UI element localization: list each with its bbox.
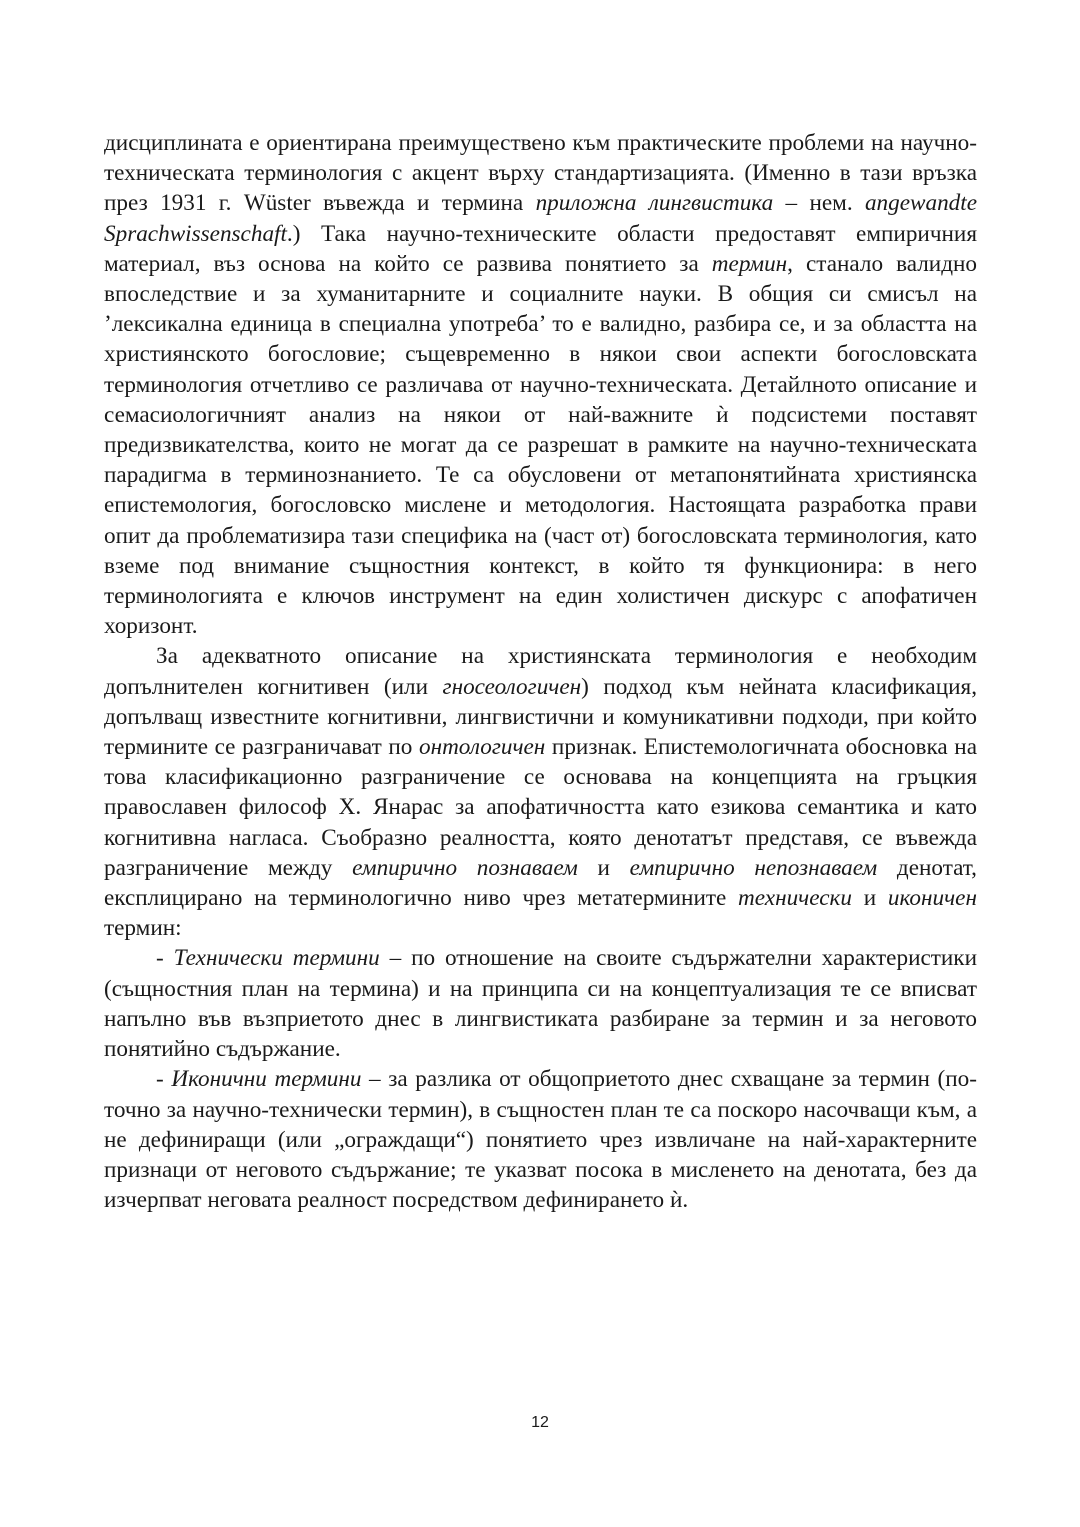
italic-term: термин — [711, 250, 788, 277]
text-run: За адекватното описание на християнската терминология е необходим допълнителен когнитивен (или — [104, 643, 977, 700]
paragraph — [104, 943, 977, 1064]
italic-term: емпирично познаваем — [352, 854, 578, 881]
text-run: – за разлика от общоприетото днес схващане за термин (по-точно за научно-технически термин), в същностен план те са поскоро насочващи към, а не дефиниращи (или „ограждащи“) понятието чрез извличане на най-характерните признаци от неговото съдържание; те указват посока в мисленето на денотата, без да изчерпват неговата реалност посредством дефинирането ѝ. — [104, 1066, 977, 1214]
page-number: 12 — [531, 1414, 549, 1431]
text-run: – нем. — [773, 190, 865, 217]
italic-term: приложна лингвистика — [535, 190, 774, 217]
text-run: – по отношение на своите съдържателни характеристики (същностния план на термина) и на принципа си на концептуализация те се вписват напълно във възприетото днес в лингвистиката разбиране за термин и за неговото понятийно съдържание. — [104, 945, 977, 1063]
document-body — [104, 128, 977, 1215]
text-run: и — [577, 854, 630, 881]
paragraph — [104, 641, 977, 943]
paragraph — [104, 128, 977, 641]
paragraph — [104, 1064, 977, 1215]
text-run: .) Така научно-техническите области предоставят емпиричния материал, въз основа на който се развива понятието за — [104, 220, 977, 277]
text-run: денотат, експлицирано на терминологично ниво чрез метатерминитe — [104, 854, 977, 912]
text-run: термин: — [104, 915, 182, 942]
text-run: и — [851, 885, 888, 912]
text-run: , станало валидно впоследствие и за хуманитарните и социалните науки. В общия си смисъл на ’лексикална единица в специална употреба’ то е валидно, разбира се, и за областта на християнското богословие; същевременно в някои свои аспекти богословската терминология отчетливо се различава от научно-техническата. Детайлното описание и семасиологичният анализ на някои от най-важните ѝ подсистеми поставят предизвикателства, които не могат да се разрешат в рамките на научно-техническата парадигма в терминознанието. Те са обусловени от метапонятийната християнска епистемология, богословско мислене и методология. Настоящата разработка прави опит да проблематизира тази специфика на (част от) богословската терминология, като вземе под внимание същностния контекст, в който тя функционира: в него терминологията е ключов инструмент на един холистичен дискурс с апофатичен хоризонт. — [104, 250, 977, 640]
text-run: признак. Епистемологичната обосновка на това класификационно разграничение се основава на концепцията на гръцкия православен философ Х. Янарас за апофатичността като езикова семантика и като когнитивна нагласа. Съобразно реалността, която денотатът представя, се въвежда разграничение между — [104, 734, 977, 881]
text-run: ) подход към нейната класификация, допълващ известните когнитивни, лингвистични и комуникативни подходи, при който термините се разграничават по — [104, 673, 977, 761]
text-run: дисциплината е ориентирана преимуществено към практическите проблеми на научно-техническата терминология с акцент върху стандартизацията. (Именно в тази връзка през 1931 г. Wüster въвежда и термина — [104, 130, 977, 217]
italic-term: гносеологичен — [442, 673, 582, 700]
italic-term: онтологичен — [418, 734, 546, 761]
italic-term: емпирично непознаваем — [629, 854, 878, 881]
text-run: - — [156, 945, 174, 972]
italic-term: Технически термини — [173, 945, 380, 972]
italic-term: иконичен — [887, 885, 977, 912]
text-run: - — [156, 1066, 172, 1093]
italic-term: angewandte Sprachwissenschaft — [104, 190, 978, 247]
italic-term: Иконични термини — [171, 1066, 362, 1093]
italic-term: технически — [738, 885, 852, 912]
